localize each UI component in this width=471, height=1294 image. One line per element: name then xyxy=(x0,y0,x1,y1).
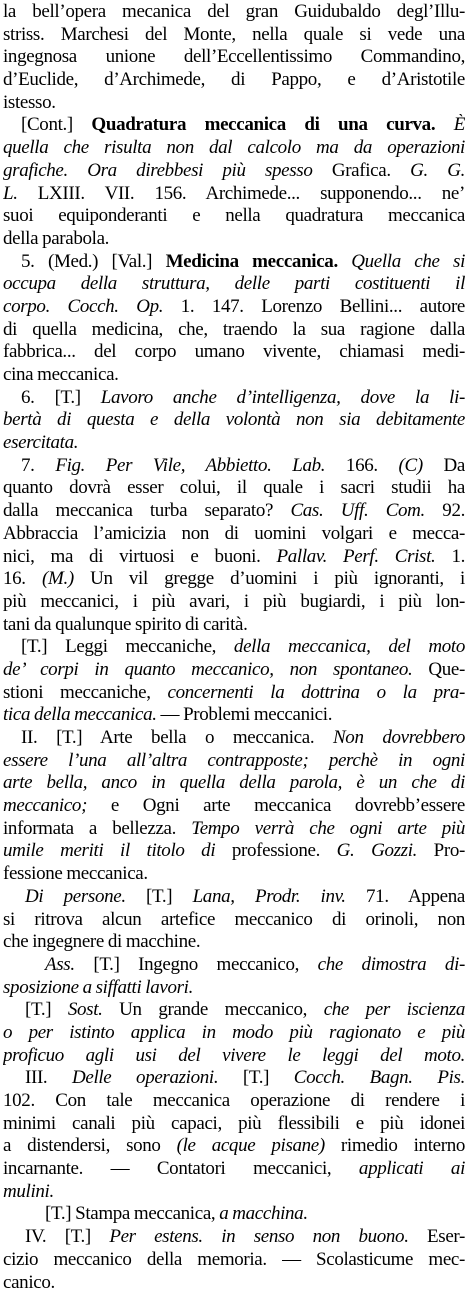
text-line xyxy=(3,183,465,206)
text-segment: ingegnosa unione dell’Eccellentissimo Commandino, xyxy=(3,46,465,67)
text-segment: che ingegnere di macchine. xyxy=(3,931,200,952)
text-line xyxy=(3,568,465,591)
text-column xyxy=(3,1,465,1294)
italic-text: concernenti la dottrina o la pra- xyxy=(168,682,465,703)
italic-text: mulini. xyxy=(3,1181,54,1202)
italic-text: de’ corpi in quanto meccanico, non spontaneo. xyxy=(3,659,412,680)
text-line xyxy=(3,1022,465,1045)
italic-text: applicati ai xyxy=(359,1158,465,1179)
text-segment: Da xyxy=(423,455,465,476)
text-segment: tani da qualunque spirito di carità. xyxy=(3,614,248,635)
text-line xyxy=(3,69,465,92)
text-line xyxy=(3,46,465,69)
text-segment: Pro- xyxy=(417,840,465,861)
italic-text: che per iscienza xyxy=(324,999,465,1020)
text-line xyxy=(3,24,465,47)
italic-text: che dimostra di- xyxy=(318,954,465,975)
text-segment: istesso. xyxy=(3,92,56,113)
text-segment: 166. xyxy=(325,455,398,476)
italic-text: tica della meccanica. xyxy=(3,704,157,725)
text-line xyxy=(3,319,465,342)
italic-text: Quella che si xyxy=(338,251,465,272)
text-line xyxy=(3,931,465,954)
text-segment: Un grande meccanico, xyxy=(103,999,324,1020)
italic-text: o per istinto applica in modo più ragionato e più xyxy=(3,1022,465,1043)
italic-text: bertà di questa e della volontà non sia debitamente xyxy=(3,409,465,430)
italic-text: arte bella, anco in quella della parola, è un che di xyxy=(3,772,465,793)
italic-text: È xyxy=(435,114,465,135)
text-segment: della parabola. xyxy=(3,228,109,249)
text-segment: incarnante. — Contatori meccanici, xyxy=(3,1158,359,1179)
text-segment: 5. (Med.) [Val.] xyxy=(21,251,166,272)
text-segment: canico. xyxy=(3,1272,55,1293)
text-line xyxy=(3,500,465,523)
italic-text: esercitata. xyxy=(3,432,78,453)
text-line xyxy=(3,1181,465,1204)
text-line xyxy=(3,1090,465,1113)
text-line xyxy=(3,1272,465,1294)
text-line xyxy=(3,477,465,500)
text-segment: 6. [T.] xyxy=(21,387,101,408)
text-line xyxy=(3,886,465,909)
italic-text: quella che risulta non dal calcolo ma da operazioni xyxy=(3,137,465,158)
text-line xyxy=(3,296,465,319)
text-segment: quanto dovrà esser colui, il quale i sacri studii ha xyxy=(3,477,465,498)
text-line xyxy=(3,1045,465,1068)
text-line xyxy=(3,772,465,795)
text-segment: fabbrica... del corpo umano vivente, chiamasi medi- xyxy=(3,341,465,362)
text-segment: Un vil gregge d’uomini i più ignoranti, i xyxy=(74,568,465,589)
italic-text: Cocch. Bagn. Pis. xyxy=(294,1067,465,1088)
text-line xyxy=(3,682,465,705)
italic-text: Cas. Uff. Com. xyxy=(290,500,425,521)
italic-text: Lana, Prodr. inv. xyxy=(193,886,346,907)
italic-text: (C) xyxy=(399,455,423,476)
text-line xyxy=(3,727,465,750)
italic-text: Non dovrebbero xyxy=(333,727,465,748)
text-segment: di quella medicina, che, traendo la sua ragione dalla xyxy=(3,319,465,340)
italic-text: (M.) xyxy=(42,568,74,589)
text-line xyxy=(3,659,465,682)
italic-text: corpo. Cocch. Op. xyxy=(3,296,163,317)
text-line xyxy=(3,546,465,569)
italic-text: Ass. xyxy=(45,954,75,975)
text-line xyxy=(3,387,465,410)
text-segment: dalla meccanica turba separato? xyxy=(3,500,290,521)
text-line xyxy=(3,1135,465,1158)
text-segment: 92. xyxy=(425,500,465,521)
text-segment: suoi equiponderanti e nella quadratura meccanica xyxy=(3,205,465,226)
text-line xyxy=(3,818,465,841)
italic-text: a macchina. xyxy=(219,1203,308,1224)
text-segment: Que- xyxy=(412,659,465,680)
text-segment: stioni meccaniche, xyxy=(3,682,168,703)
text-line xyxy=(3,205,465,228)
text-line xyxy=(3,840,465,863)
italic-text: Tempo verrà che ogni arte più xyxy=(191,818,465,839)
text-segment: rimedio interno xyxy=(325,1135,465,1156)
text-segment: [Cont.] xyxy=(21,114,91,135)
italic-text: Fig. Per Vile, Abbietto. Lab. xyxy=(55,455,325,476)
italic-text: L. xyxy=(3,183,18,204)
text-line xyxy=(3,795,465,818)
text-line xyxy=(3,114,465,137)
text-line xyxy=(3,455,465,478)
text-segment: cizio meccanico della memoria. — Scolasticume mec- xyxy=(3,1249,465,1270)
text-line xyxy=(3,1067,465,1090)
text-line xyxy=(3,1249,465,1272)
text-segment: fessione meccanica. xyxy=(3,863,148,884)
text-segment: IV. [T.] xyxy=(25,1226,109,1247)
italic-text: G. G. xyxy=(410,160,465,181)
italic-text: grafiche. Ora direbbesi più spesso xyxy=(3,160,312,181)
text-segment: più meccanici, i più avari, i più bugiardi, i più lon- xyxy=(3,591,465,612)
text-line xyxy=(3,977,465,1000)
bold-text: Medicina meccanica. xyxy=(166,251,338,272)
italic-text: Lavoro anche d’intelligenza, dove la li- xyxy=(101,387,465,408)
italic-text: proficuo agli usi del vivere le leggi del moto. xyxy=(3,1045,465,1066)
text-segment: [T.] xyxy=(126,886,193,907)
italic-text: Sost. xyxy=(68,999,103,1020)
text-line xyxy=(3,1158,465,1181)
text-segment: II. [T.] Arte bella o meccanica. xyxy=(21,727,333,748)
text-segment: [T.] Stampa meccanica, xyxy=(45,1203,219,1224)
text-segment: Abbraccia l’amicizia non di uomini volgari e mecca- xyxy=(3,523,465,544)
text-segment: si ritrova alcun artefice meccanico di orinoli, non xyxy=(3,909,465,930)
text-line xyxy=(3,273,465,296)
text-line xyxy=(3,92,465,115)
text-line xyxy=(3,863,465,886)
italic-text: umile meriti il titolo di xyxy=(3,840,215,861)
text-segment: 1. 147. Lorenzo Bellini... autore xyxy=(163,296,465,317)
italic-text: occupa della struttura, delle parti costituenti il xyxy=(3,273,465,294)
text-line xyxy=(3,999,465,1022)
text-line xyxy=(3,160,465,183)
text-segment: Grafica. xyxy=(312,160,410,181)
text-segment: 7. xyxy=(21,455,55,476)
text-segment: [T.] xyxy=(25,999,68,1020)
italic-text: (le acque pisane) xyxy=(177,1135,325,1156)
text-segment: striss. Marchesi del Monte, nella quale si vede una xyxy=(3,24,465,45)
text-line xyxy=(3,704,465,727)
text-line xyxy=(3,228,465,251)
text-line xyxy=(3,909,465,932)
text-line xyxy=(3,750,465,773)
text-segment: III. xyxy=(25,1067,72,1088)
italic-text: della meccanica, del moto xyxy=(234,636,465,657)
text-line xyxy=(3,341,465,364)
text-line xyxy=(3,1203,465,1226)
text-segment: professione. xyxy=(215,840,336,861)
text-segment: e Ogni arte meccanica dovrebb’essere xyxy=(87,795,465,816)
text-line xyxy=(3,432,465,455)
italic-text: Per estens. in senso non buono. xyxy=(109,1226,408,1247)
text-segment: la bell’opera mecanica del gran Guidubaldo degl’Illu- xyxy=(3,1,465,22)
text-line xyxy=(3,1,465,24)
text-line xyxy=(3,137,465,160)
text-line xyxy=(3,1226,465,1249)
text-line xyxy=(3,954,465,977)
text-segment: 16. xyxy=(3,568,42,589)
text-line xyxy=(3,636,465,659)
italic-text: Di persone. xyxy=(25,886,126,907)
italic-text: essere l’una all’altra contrapposte; perchè in ogni xyxy=(3,750,465,771)
text-segment: a distendersi, sono xyxy=(3,1135,177,1156)
italic-text: Pallav. Perf. Crist. xyxy=(277,546,436,567)
text-segment: — Problemi meccanici. xyxy=(157,704,332,725)
text-line xyxy=(3,614,465,637)
text-line xyxy=(3,1113,465,1136)
text-line xyxy=(3,251,465,274)
text-segment: [T.] Leggi meccaniche, xyxy=(21,636,234,657)
text-segment: informata a bellezza. xyxy=(3,818,191,839)
bold-text: Quadratura meccanica di una curva. xyxy=(91,114,435,135)
text-segment: minimi canali più capaci, più flessibili e più idonei xyxy=(3,1113,465,1134)
text-segment: cina meccanica. xyxy=(3,364,119,385)
italic-text: sposizione a siffatti lavori. xyxy=(3,977,193,998)
text-segment: 71. Appena xyxy=(346,886,465,907)
text-segment: nici, ma di virtuosi e buoni. xyxy=(3,546,277,567)
text-segment: LXIII. VII. 156. Archimede... supponendo... ne’ xyxy=(18,183,465,204)
italic-text: G. Gozzi. xyxy=(337,840,417,861)
text-line xyxy=(3,364,465,387)
text-segment: 1. xyxy=(435,546,465,567)
text-line xyxy=(3,409,465,432)
italic-text: meccanico; xyxy=(3,795,87,816)
text-line xyxy=(3,591,465,614)
text-segment: 102. Con tale meccanica operazione di rendere i xyxy=(3,1090,465,1111)
text-line xyxy=(3,523,465,546)
text-segment: Eser- xyxy=(409,1226,465,1247)
italic-text: Delle operazioni. xyxy=(72,1067,218,1088)
text-segment: d’Euclide, d’Archimede, di Pappo, e d’Aristotile xyxy=(3,69,465,90)
text-segment: [T.] xyxy=(218,1067,294,1088)
text-segment: [T.] Ingegno meccanico, xyxy=(75,954,318,975)
